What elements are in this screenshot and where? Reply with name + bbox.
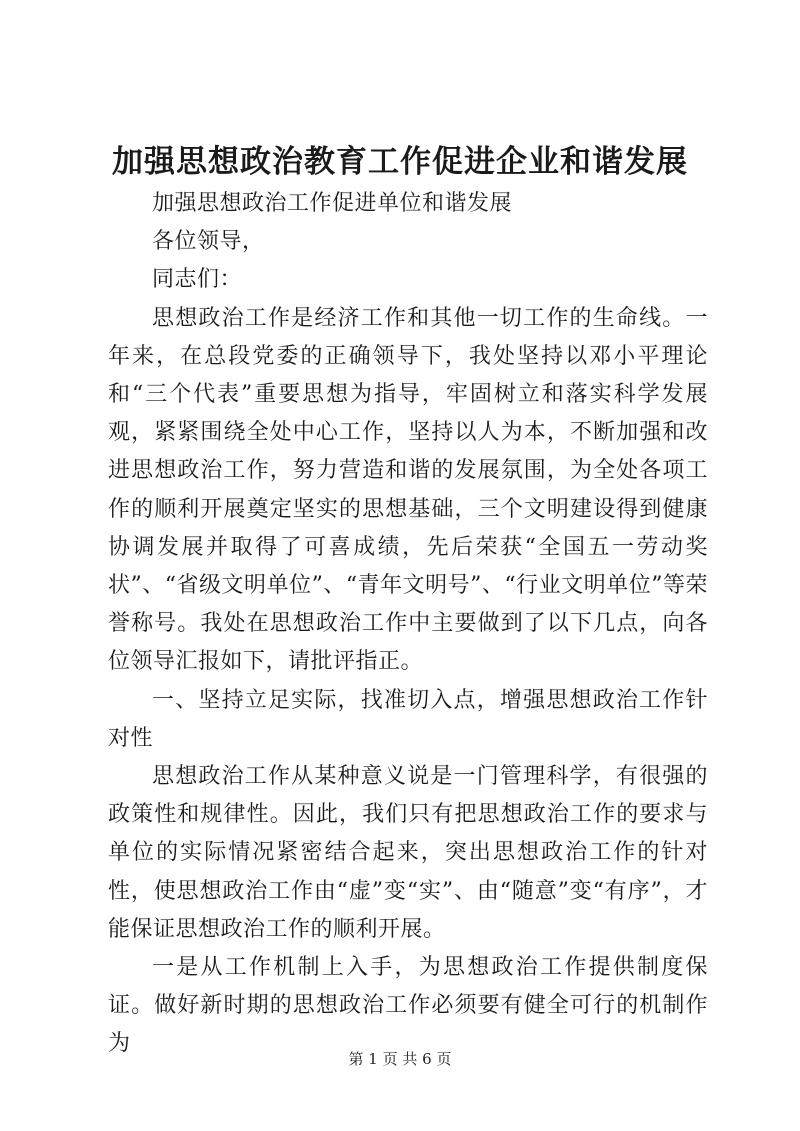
- salutation-leaders: 各位领导，: [152, 229, 265, 255]
- page-footer: [0, 1049, 800, 1069]
- section-heading: 一、坚持立足实际，找准切入点，增强思想政治工作针对性: [108, 687, 708, 751]
- body-paragraph: 思想政治工作是经济工作和其他一切工作的生命线。一年来，在总段党委的正确领导下，我处坚持以邓小平理论和“三个代表”重要思想为指导，牢固树立和落实科学发展观，紧紧围绕全处中心工作，坚持以人为本，不断加强和改进思想政治工作，努力营造和谐的发展氛围，为全处各项工作的顺利开展奠定坚实的思想基础，三个文明建设得到健康协调发展并取得了可喜成绩，先后荣获“全国五一劳动奖状”、“省级文明单位”、“青年文明号”、“行业文明单位”等荣誉称号。我处在思想政治工作中主要做到了以下几点，向各位领导汇报如下，请批评指正。: [108, 305, 708, 675]
- document-body: [108, 185, 708, 1064]
- subtitle-paragraph: 加强思想政治工作促进单位和谐发展: [152, 191, 513, 216]
- body-paragraph: 一是从工作机制上入手，为思想政治工作提供制度保证。做好新时期的思想政治工作必须要有健全可行的机制作为: [108, 955, 708, 1057]
- salutation-comrades: 同志们：: [152, 267, 243, 293]
- body-paragraph: 思想政治工作从某种意义说是一门管理科学，有很强的政策性和规律性。因此，我们只有把思想政治工作的要求与单位的实际情况紧密结合起来，突出思想政治工作的针对性，使思想政治工作由“虚”变“实”、由“随意”变“有序”，才能保证思想政治工作的顺利开展。: [108, 764, 708, 942]
- page-title: 加强思想政治教育工作促进企业和谐发展: [112, 144, 688, 180]
- page-number-label: 第 1 页 共 6 页: [348, 1050, 452, 1068]
